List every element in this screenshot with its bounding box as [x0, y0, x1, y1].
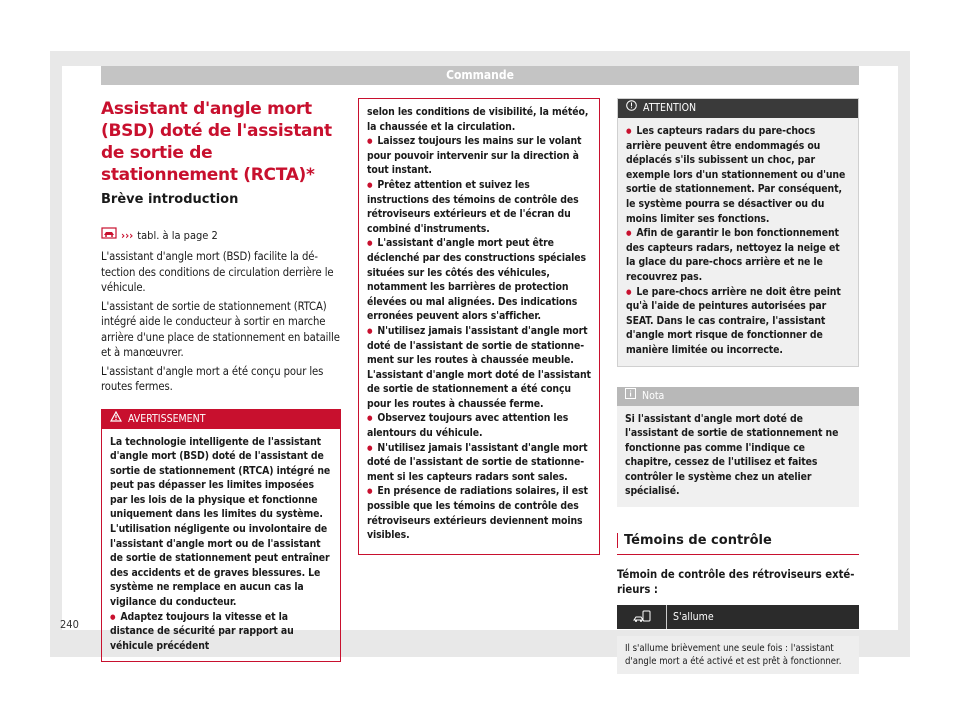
warning-triangle-icon [110, 410, 122, 429]
table-reference[interactable] [101, 227, 341, 243]
section-heading [617, 533, 859, 555]
mirror-indicator-icon [617, 605, 667, 629]
warning-label: AVERTISSEMENT [128, 412, 206, 425]
column-2 [358, 98, 600, 555]
info-icon [625, 387, 636, 406]
attention-bullet-text: Les capteurs radars du pare-chocs arrière peuvent être endommagés ou déplacés s'ils subissent un choc, par exemple lors d'un stationnement ou d'une sortie de stationnement. Par conséquent, le système pourra se désactiver ou du moins limiter ses fonctions. [626, 125, 846, 225]
ref-text: tabl. à la page 2 [137, 228, 218, 242]
table-header-label: S'allume [667, 605, 859, 629]
warning-bullet [367, 324, 591, 412]
warning-bullet-text: Prêtez attention et suivez les instructions des témoins de contrôle des rétroviseurs extérieurs et de l'écran du combiné d'instruments. [367, 178, 579, 235]
note-header [617, 387, 859, 406]
intro-paragraph: L'assistant d'angle mort (BSD) facilite la détection des conditions de circulation derrière le véhicule. [101, 250, 334, 294]
section-subtitle: Brève introduction [101, 192, 239, 207]
warning-bullet-text: N'utilisez jamais l'assistant d'angle mort doté de l'assistant de sortie de stationnement si les capteurs radars sont sales. [367, 441, 588, 483]
warning-text: La technologie intelligente de l'assistant d'angle mort (BSD) doté de l'assistant de sortie de stationnement (RTCA) intégré ne peut pas dépasser les limites imposées par les lois de la physique et fonctionne uniquement dans les limites du système. L'utilisation négligente ou involontaire de l'assistant d'angle mort ou de l'assistant de sortie de stationnement peut entraîner des accidents et de graves blessures. Le système ne remplace en aucun cas la vigilance du conducteur. [110, 435, 331, 609]
attention-bullet [626, 226, 850, 284]
warning-continuation: selon les conditions de visibilité, la météo, la chaussée et la circulation. [367, 106, 589, 133]
attention-body [618, 118, 858, 366]
attention-bullet [626, 124, 850, 226]
info-icon [626, 99, 637, 118]
note-body: Si l'assistant d'angle mort doté de l'assistant de sortie de stationnement ne fonctionne pas comme l'indique ce chapitre, cessez de l'utilisez et faites contrôler le système chez un atelier spécialisé. [625, 412, 839, 498]
warning-bullet-text: L'assistant d'angle mort peut être déclenché par des constructions spéciales situées sur les côtés des véhicules, notamment les barrières de protection élevées ou mal alignées. Des indications erronées peuvent alors s'afficher. [367, 237, 586, 323]
note-box [617, 387, 859, 508]
intro-paragraph: L'assistant de sortie de stationnement (RTCA) intégré aide le conducteur à sortir en marche arrière d'une place de stationnement en bataille et à manœuvrer. [101, 299, 340, 359]
warning-bullet-text: Adaptez toujours la vitesse et la distance de sécurité par rapport au véhicule précédent [110, 610, 294, 652]
attention-bullet-text: Afin de garantir le bon fonctionnement des capteurs radars, nettoyez la neige et la glace du pare-chocs arrière et ne le recouvrez pas. [626, 227, 840, 283]
warning-bullet-text: Laissez toujours les mains sur le volant pour pouvoir intervenir sur la direction à tout instant. [367, 135, 582, 177]
table-header [617, 605, 859, 629]
attention-bullet [626, 285, 850, 358]
column-3 [617, 98, 859, 674]
page-title: Assistant d'angle mort (BSD) doté de l'assistant de sortie de stationnement (RCTA)* [101, 99, 332, 185]
warning-box [101, 409, 341, 663]
warning-bullet [367, 411, 591, 440]
warning-bullet [367, 134, 591, 178]
section-title: Témoins de contrôle [617, 533, 859, 548]
warning-bullet-text: Observez toujours avec attention les alentours du véhicule. [367, 412, 569, 440]
page-number: 240 [60, 618, 79, 631]
intro-paragraph: L'assistant d'angle mort a été conçu pour les routes fermes. [101, 364, 324, 393]
note-label: Nota [642, 389, 665, 402]
table-row: Il s'allume brièvement une seule fois : l'assistant d'angle mort a été activé et est prêt à fonctionner. [617, 636, 859, 674]
attention-box [617, 98, 859, 367]
warning-bullet-text: En présence de radiations solaires, il est possible que les témoins de contrôle des rétroviseurs extérieurs deviennent moins visibles. [367, 485, 588, 542]
attention-header [618, 99, 858, 118]
table-intro: Témoin de contrôle des rétroviseurs extérieurs : [617, 568, 855, 597]
warning-bullet [367, 236, 591, 324]
ref-arrows: ››› [121, 228, 134, 242]
warning-body [102, 429, 340, 662]
warning-bullet [367, 441, 591, 485]
warning-bullet [367, 178, 591, 236]
indicator-table [617, 605, 859, 674]
warning-bullet [110, 610, 332, 654]
warning-header [102, 410, 340, 429]
warning-bullet-text: N'utilisez jamais l'assistant d'angle mort doté de l'assistant de sortie de stationnement sur les routes à chaussée meuble. L'assistant d'angle mort doté de l'assistant de sortie de stationnement a été conçu pour les routes à chaussée ferme. [367, 324, 591, 410]
attention-bullet-text: Le pare-chocs arrière ne doit être peint qu'à l'aide de peintures autorisées par SEAT. Dans le cas contraire, l'assistant d'angle mort risque de fonctionner de manière limitée ou incorrecte. [626, 285, 841, 356]
chapter-header: Commande [101, 66, 859, 85]
warning-bullet [367, 484, 591, 542]
warning-box-continued [358, 98, 600, 555]
attention-label: ATTENTION [643, 102, 697, 114]
column-1 [101, 98, 341, 662]
car-book-icon [101, 227, 117, 243]
